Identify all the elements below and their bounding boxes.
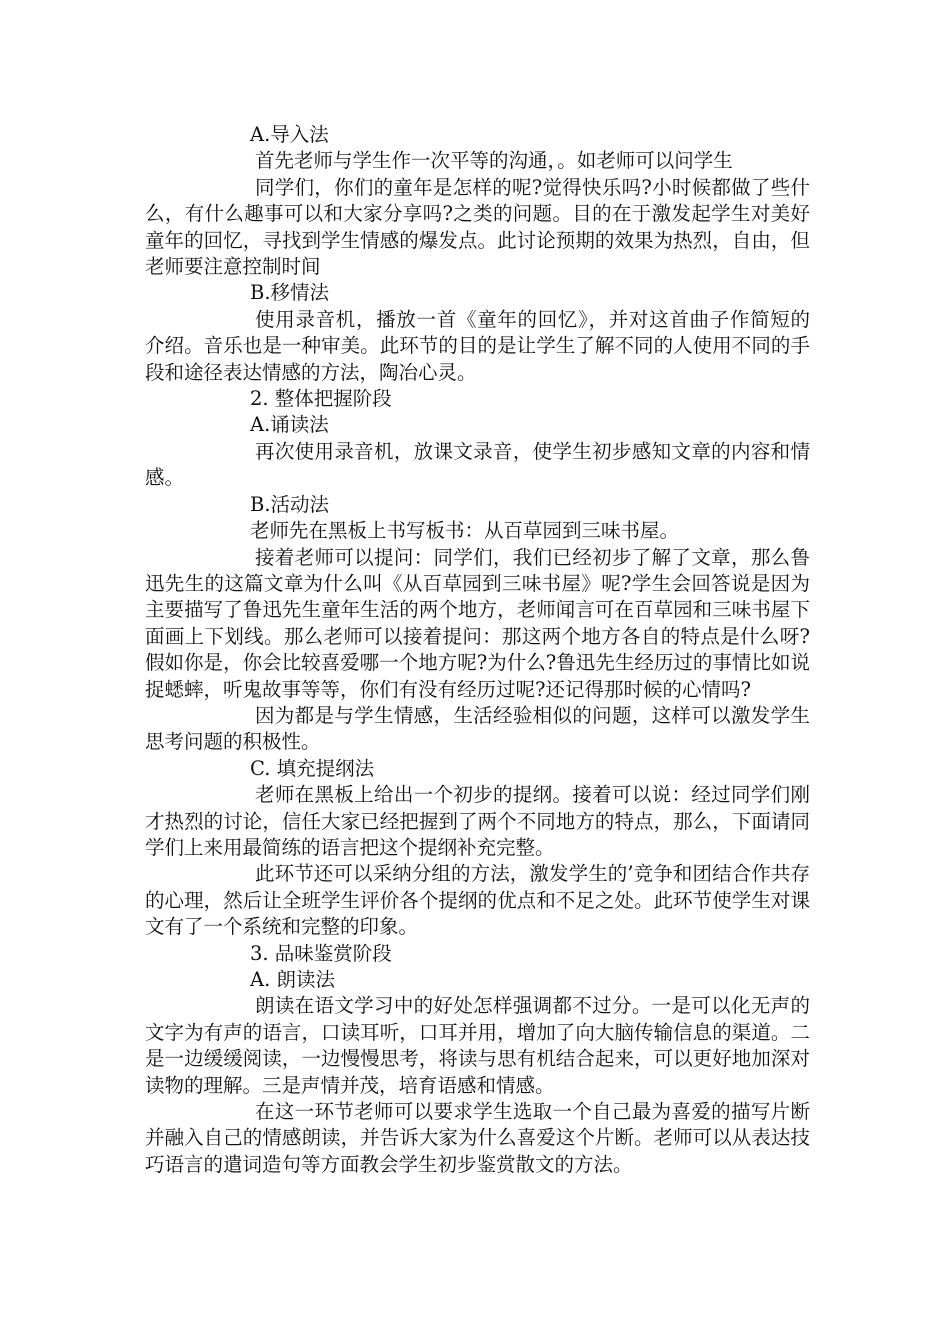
paragraph: 此环节还可以采纳分组的方法，激发学生的’竞争和团结合作共存的心理，然后让全班学生评价各个提纲的优点和不足之处。此环节使学生对课文有了一个系统和完整的印象。: [145, 862, 810, 939]
paragraph: 同学们，你们的童年是怎样的呢?觉得快乐吗?小时候都做了些什么，有什么趣事可以和大家分享吗?之类的问题。目的在于激发起学生对美好童年的回忆，寻找到学生情感的爆发点。此讨论预期的效果为热烈，自由，但老师要注意控制时间: [145, 175, 810, 279]
paragraph: 接着老师可以提问：同学们，我们已经初步了解了文章，那么鲁迅先生的这篇文章为什么叫《从百草园到三味书屋》呢?学生会回答说是因为主要描写了鲁迅先生童年生活的两个地方，老师闻言可在百草园和三味书屋下面画上下划线。那么老师可以接着提问：那这两个地方各自的特点是什么呀?假如你是，你会比较喜爱哪一个地方呢?为什么?鲁迅先生经历过的事情比如说捉蟋蟀，听鬼故事等等，你们有没有经历过呢?还记得那时候的心情吗?: [145, 545, 810, 701]
paragraph: 因为都是与学生情感，生活经验相似的问题，这样可以激发学生思考问题的积极性。: [145, 703, 810, 754]
paragraph: 再次使用录音机，放课文录音，使学生初步感知文章的内容和情感。: [145, 439, 810, 490]
section-heading-a-read-aloud: A. 朗读法: [250, 968, 335, 991]
section-heading-b-empathy: B.移情法: [250, 281, 330, 305]
paragraph: 首先老师与学生作一次平等的沟通，。如老师可以问学生: [255, 149, 733, 173]
paragraph: 在这一环节老师可以要求学生选取一个自己最为喜爱的描写片断并融入自己的情感朗读，并告诉大家为什么喜爱这个片断。老师可以从表达技巧语言的遣词造句等方面教会学生初步鉴赏散文的方法。: [145, 1100, 810, 1176]
section-heading-2-overall: 2. 整体把握阶段: [250, 387, 392, 411]
paragraph: 老师在黑板上给出一个初步的提纲。接着可以说：经过同学们刚才热烈的讨论，信任大家已经把握到了两个不同地方的特点，那么，下面请同学们上来用最简练的语言把这个提纲补充完整。: [145, 783, 810, 859]
section-heading-3-appreciation: 3. 品味鉴赏阶段: [250, 941, 392, 965]
section-heading-b-activity: B.活动法: [250, 492, 330, 516]
section-heading-c-outline: C. 填充提纲法: [250, 756, 375, 780]
section-heading-a-intro: A.导入法: [250, 123, 329, 146]
section-heading-a-recite: A.诵读法: [250, 413, 329, 437]
paragraph: 使用录音机，播放一首《童年的回忆》，并对这首曲子作简短的介绍。音乐也是一种审美。此环节的目的是让学生了解不同的人使用不同的手段和途径表达情感的方法，陶冶心灵。: [145, 307, 810, 384]
document-body: [145, 122, 810, 1178]
paragraph-blackboard: 老师先在黑板上书写板书：从百草园到三味书屋。: [250, 519, 680, 543]
paragraph: 朗读在语文学习中的好处怎样强调都不过分。一是可以化无声的文字为有声的语言，口读耳听，口耳并用，增加了向大脑传输信息的渠道。二是一边缓缓阅读，一边慢慢思考，将读与思有机结合起来，可以更好地加深对读物的理解。三是声情并茂，培育语感和情感。: [145, 994, 810, 1097]
